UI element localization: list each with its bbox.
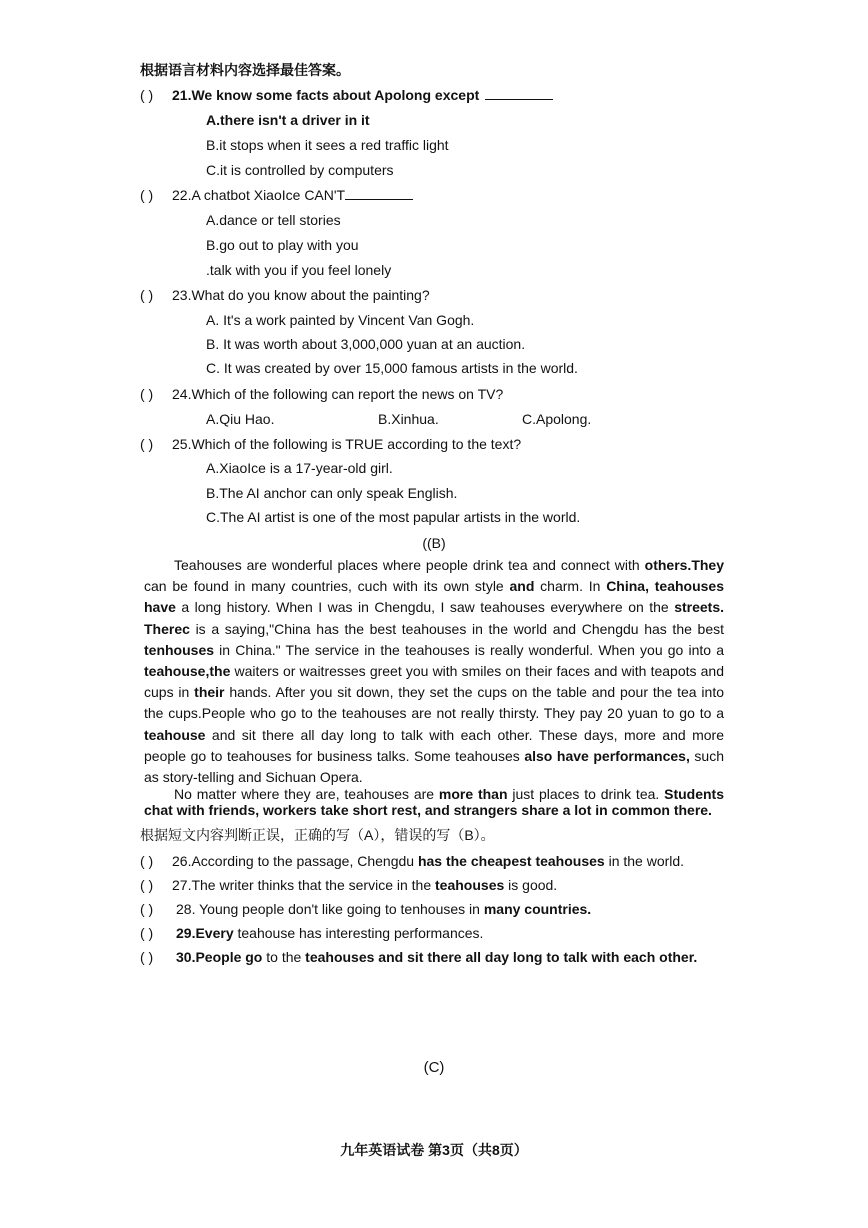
question-text: in the world. (604, 853, 685, 869)
option-a: A.there isn't a driver in it (206, 112, 370, 128)
question-bold-text: many countries. (483, 901, 592, 917)
passage-bold-text: their (194, 684, 225, 701)
option-c: C.it is controlled by computers (206, 162, 394, 178)
option-b: B.go out to play with you (206, 237, 359, 253)
passage-text: just places to drink tea. (507, 786, 665, 802)
answer-bracket[interactable]: ( ) (140, 901, 154, 917)
question-bold-text: 30.People go (176, 949, 263, 965)
passage-text: and sit there all day long to talk with each other. These days, more and more people go to teahouses for business talks. Some teahouses (144, 726, 724, 764)
question-stem: 25.Which of the following is TRUE according to the text? (172, 436, 522, 452)
passage-text: in China." The service in the teahouses is really wonderful. When you go into a (214, 641, 724, 658)
passage-bold-text: teahouse,the (144, 663, 231, 680)
passage-bold-text: streets. Therec (144, 599, 724, 637)
passage-text: Teahouses are wonderful places where people drink tea and connect with (174, 557, 645, 573)
option-b: B.Xinhua. (378, 411, 439, 427)
section-b-label: ((B) (422, 535, 446, 551)
question-stem: 21.We know some facts about Apolong except (172, 87, 480, 103)
passage-text: story-telling (162, 769, 235, 786)
answer-bracket[interactable]: ( ) (140, 949, 154, 965)
option-b: B. It was worth about 3,000,000 yuan at an auction. (206, 336, 526, 352)
answer-bracket[interactable]: ( ) (140, 287, 154, 303)
passage-paragraph (144, 786, 724, 818)
section-instruction-tf: 根据短文内容判断正误，正确的写（A），错误的写（B）。 (140, 827, 495, 843)
question-text: to the (262, 949, 306, 965)
passage-bold-text: China, teahouses have (144, 578, 724, 616)
option-c: C.Apolong. (522, 411, 592, 427)
option-a: A. It's a work painted by Vincent Van Gogh. (206, 312, 475, 328)
passage-text: is a saying,"China has the best teahouses in the world and Chengdu has the best (189, 620, 724, 637)
question-text: teahouse has interesting performances. (233, 925, 484, 941)
option-b: B.it stops when it sees a red traffic light (206, 137, 449, 153)
answer-bracket[interactable]: ( ) (140, 386, 154, 402)
question-stem: 23.What do you know about the painting? (172, 287, 430, 303)
option-b: B.The AI anchor can only speak English. (206, 485, 458, 501)
passage-text: such as (144, 747, 725, 786)
passage-bold-text: more than (438, 786, 508, 802)
question-stem: 24.Which of the following can report the news on TV? (172, 386, 504, 402)
question-text: 26.According to the passage, Chengdu (172, 853, 418, 869)
passage-bold-text: teahouse (144, 726, 206, 743)
passage-text: No matter where they are, teahouses are (174, 786, 439, 802)
passage-text: a long history. When I was in Chengdu, I saw teahouses everywhere on the (175, 599, 675, 616)
answer-blank (485, 87, 553, 100)
answer-bracket[interactable]: ( ) (140, 877, 154, 893)
option-a: A.Qiu Hao. (206, 411, 275, 427)
question-stem: 22.A chatbot XiaoIce CAN'T (172, 187, 346, 203)
passage-text: hands. After you sit down, they set the cups on the table and pour the tea into the cups.People who go to the teahouses are not really thirsty. They pay 20 yuan to go to a (144, 684, 724, 722)
question-text: 28. Young people don't like going to tenhouses in (176, 901, 484, 917)
passage-paragraph (144, 555, 724, 788)
question-bold-text: teahouses (435, 877, 505, 893)
passage-bold-text: and (509, 578, 535, 595)
question-bold-text: has the cheapest teahouses (417, 853, 605, 869)
passage-text: charm. In (534, 578, 607, 595)
passage-text: can be found in many countries, cuch with its own style (144, 578, 510, 595)
answer-bracket[interactable]: ( ) (140, 925, 154, 941)
page-footer: 九年英语试卷 第3页（共8页） (340, 1142, 528, 1158)
question-bold-text: 29.Every (176, 925, 234, 941)
question-bold-text: teahouses and sit there all day long to talk with each other. (305, 949, 698, 965)
answer-bracket[interactable]: ( ) (140, 436, 154, 452)
answer-bracket[interactable]: ( ) (140, 87, 154, 103)
option-c: C.The AI artist is one of the most papular artists in the world. (206, 509, 581, 525)
option-c: C. It was created by over 15,000 famous artists in the world. (206, 360, 578, 376)
answer-bracket[interactable]: ( ) (140, 187, 154, 203)
passage-text: waiters or waitresses greet you with smiles on their faces and with teapots and cups in (144, 663, 724, 701)
passage-bold-text: tenhouses (144, 641, 215, 658)
option-c: .talk with you if you feel lonely (206, 262, 392, 278)
answer-blank (345, 187, 413, 200)
passage-bold-text: Students chat with friends, workers take short rest, and strangers share a lot in common there. (144, 786, 724, 818)
option-a: A.dance or tell stories (206, 212, 341, 228)
question-text: 27.The writer thinks that the service in the (172, 877, 436, 893)
passage-text: and Sichuan Opera. (234, 769, 363, 786)
option-a: A.XiaoIce is a 17-year-old girl. (206, 460, 393, 476)
passage-bold-text: also have performances, (524, 747, 690, 764)
section-instruction-mc: 根据语言材料内容选择最佳答案。 (140, 62, 350, 78)
section-c-label: (C) (423, 1059, 445, 1076)
question-text: is good. (504, 877, 558, 893)
answer-bracket[interactable]: ( ) (140, 853, 154, 869)
passage-bold-text: others.They (644, 557, 724, 573)
